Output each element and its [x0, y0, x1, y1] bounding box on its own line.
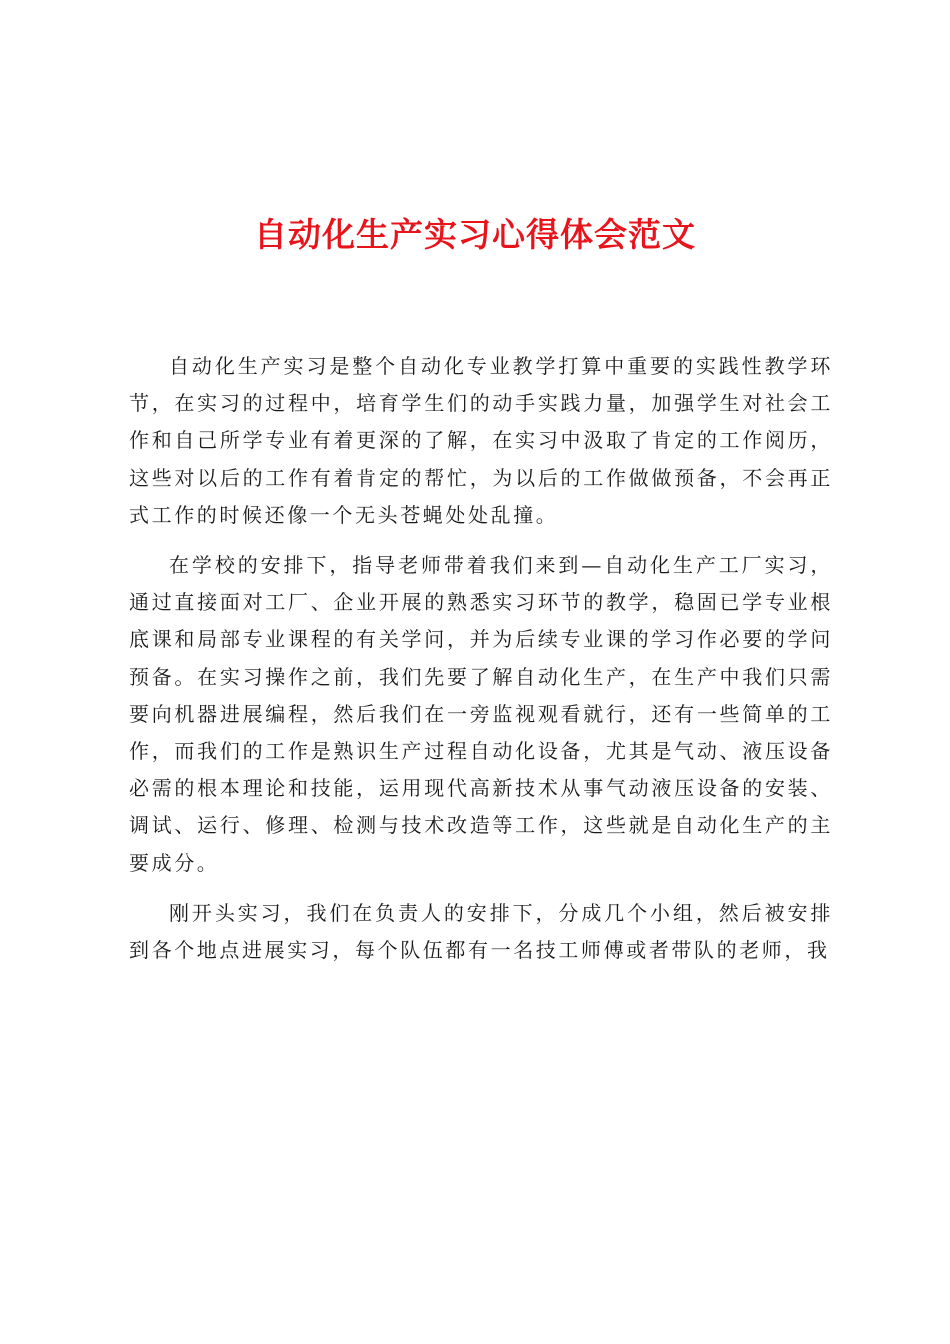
document-body — [129, 348, 833, 969]
paragraph-1: 自动化生产实习是整个自动化专业教学打算中重要的实践性教学环节，在实习的过程中，培育学生们的动手实践力量，加强学生对社会工作和自己所学专业有着更深的了解，在实习中汲取了肯定的工作阅历，这些对以后的工作有着肯定的帮忙，为以后的工作做做预备，不会再正式工作的时候还像一个无头苍蝇处处乱撞。 — [129, 354, 833, 527]
paragraph-3: 刚开头实习，我们在负责人的安排下，分成几个小组，然后被安排到各个地点进展实习，每个队伍都有一名技工师傅或者带队的老师，我 — [129, 900, 833, 963]
document-title: 自动化生产实习心得体会范文 — [254, 215, 696, 254]
paragraph-2: 在学校的安排下，指导老师带着我们来到—自动化生产工厂实习，通过直接面对工厂、企业开展的熟悉实习环节的教学，稳固已学专业根底课和局部专业课程的有关学问，并为后续专业课的学习作必要的学问预备。在实习操作之前，我们先要了解自动化生产，在生产中我们只需要向机器进展编程，然后我们在一旁监视观看就行，还有一些简单的工作，而我们的工作是熟识生产过程自动化设备，尤其是气动、液压设备必需的根本理论和技能，运用现代高新技术从事气动液压设备的安装、调试、运行、修理、检测与技术改造等工作，这些就是自动化生产的主要成分。 — [129, 553, 833, 875]
